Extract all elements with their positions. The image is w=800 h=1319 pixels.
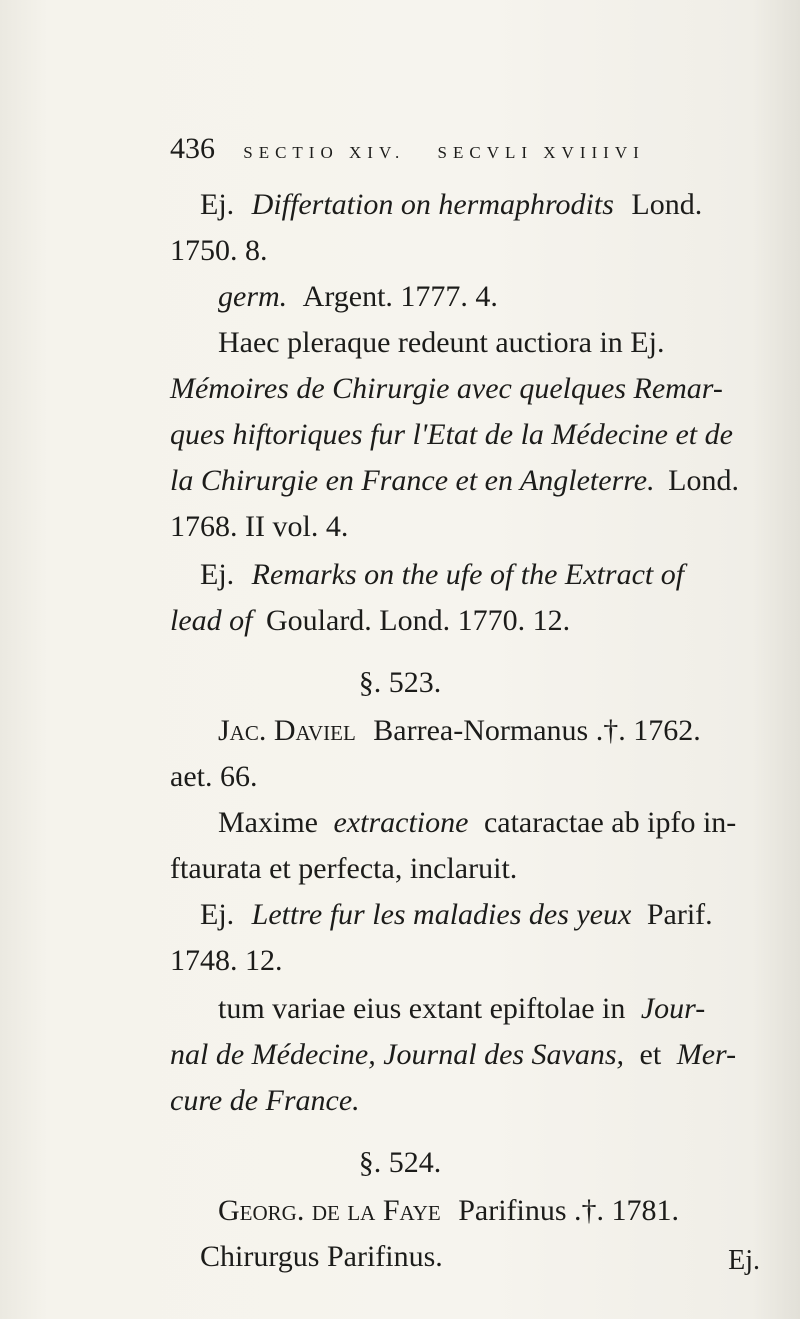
author-name: Jac. Daviel — [218, 714, 356, 747]
text-line: cure de France. — [170, 1084, 360, 1117]
text-span: Ej. — [200, 558, 235, 591]
section-title: SECTIO XIV. — [243, 143, 406, 162]
text-span: Differtation on hermaphrodits — [251, 188, 614, 221]
text-span: Parif. — [646, 898, 713, 931]
text-line: ftaurata et perfecta, inclaruit. — [170, 852, 518, 885]
text-line: 1750. 8. — [170, 234, 268, 267]
text-span: Maxime — [218, 806, 318, 839]
text-span: Goulard. Lond. 1770. 12. — [266, 604, 571, 637]
text-line: 1748. 12. — [170, 944, 283, 977]
running-header — [170, 134, 645, 164]
text-line — [218, 994, 705, 1024]
text-span: Lettre fur les maladies des yeux — [251, 898, 632, 931]
text-line — [218, 1196, 679, 1226]
text-line — [218, 808, 736, 838]
author-name: Georg. de la Faye — [218, 1194, 441, 1227]
section-number: §. 524. — [358, 1146, 442, 1179]
text-span: Ej. — [200, 188, 235, 221]
catchword: Ej. — [728, 1245, 760, 1276]
text-span: Remarks on the ufe of the Extract of — [251, 558, 685, 591]
text-line — [200, 560, 684, 590]
text-line: ques hiftoriques fur l'Etat de la Médecine et de — [170, 418, 733, 451]
text-span: Jour- — [640, 992, 706, 1025]
text-span: cataractae ab ipfo in- — [483, 806, 737, 839]
text-span: Lond. — [668, 464, 739, 497]
text-line — [200, 900, 713, 930]
text-span: germ. — [218, 280, 288, 313]
text-line — [218, 716, 701, 746]
text-line — [170, 1040, 736, 1070]
text-span: Lond. — [631, 188, 703, 221]
text-span: Argent. 1777. 4. — [302, 280, 498, 313]
text-span: Parifinus .†. 1781. — [458, 1194, 680, 1227]
text-span: Barrea-Normanus .†. 1762. — [373, 714, 701, 747]
text-line — [218, 282, 498, 312]
text-line: aet. 66. — [170, 760, 258, 793]
text-span: extractione — [333, 806, 469, 839]
text-line: Mémoires de Chirurgie avec quelques Remar- — [170, 372, 723, 405]
text-line: 1768. II vol. 4. — [170, 510, 349, 543]
text-span: et — [639, 1038, 662, 1071]
text-line — [170, 466, 739, 496]
text-span: la Chirurgie en France et en Angleterre. — [170, 464, 655, 497]
text-span: lead of — [170, 604, 253, 637]
text-span: Ej. — [200, 898, 235, 931]
text-line: Chirurgus Parifinus. — [200, 1240, 443, 1273]
text-line — [200, 190, 702, 220]
text-line: Haec pleraque redeunt auctiora in Ej. — [218, 326, 665, 359]
text-span: Mer- — [676, 1038, 737, 1071]
section-number: §. 523. — [358, 666, 442, 699]
century-title: SECVLI XVIIIVI — [437, 143, 645, 162]
text-line — [170, 606, 570, 636]
text-span: nal de Médecine, Journal des Savans, — [170, 1038, 625, 1071]
text-span: tum variae eius extant epiftolae in — [218, 992, 626, 1025]
page-number: 436 — [170, 132, 215, 165]
